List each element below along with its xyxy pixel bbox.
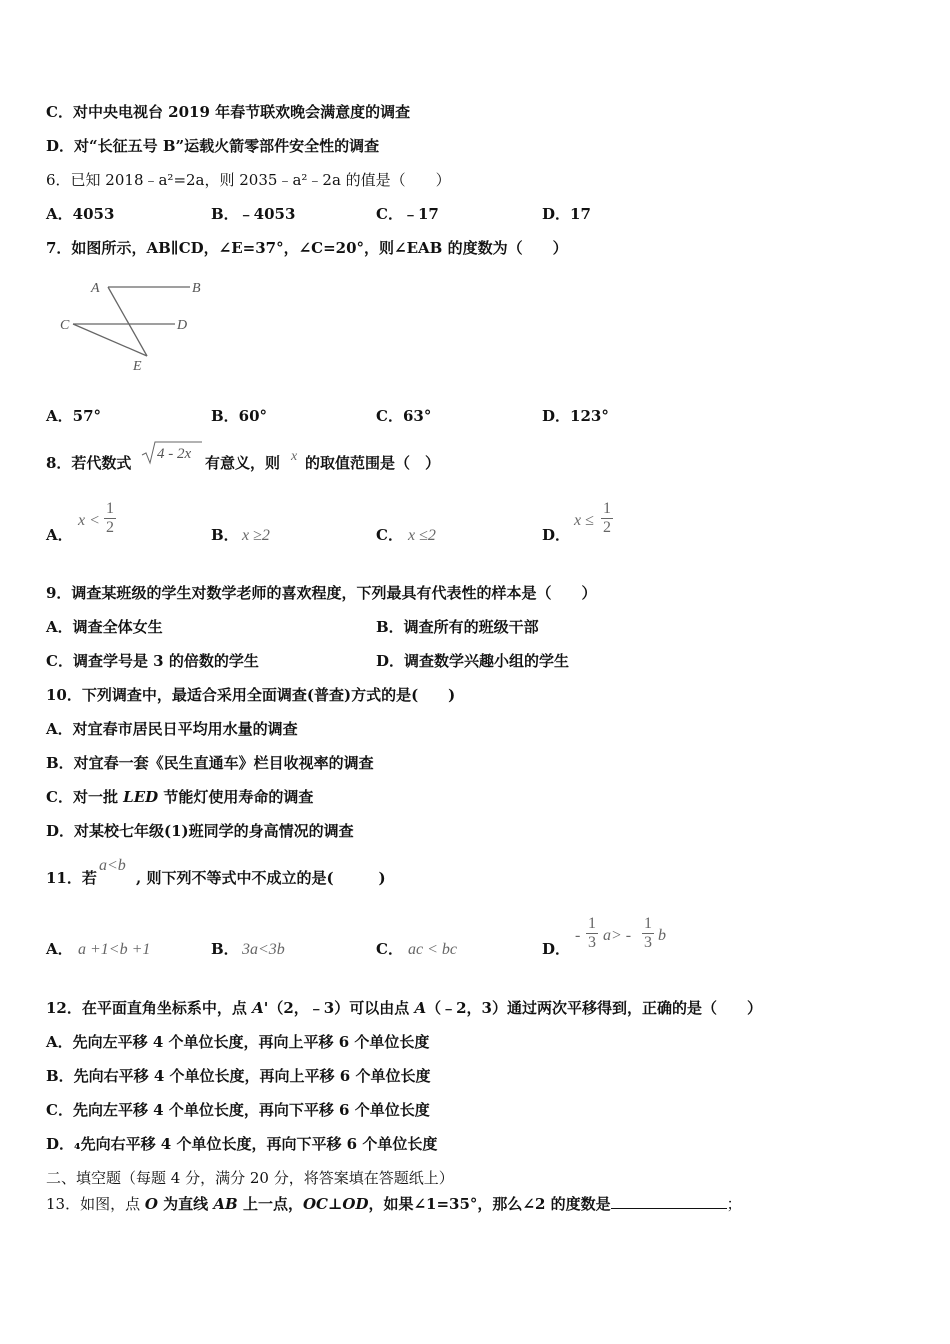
q13-stem (46, 1194, 742, 1214)
q5-option-d: D．对“长征五号 B”运载火箭零部件安全性的调查 (46, 137, 380, 155)
q11-option-a-expr: a +1<b +1 (78, 941, 151, 958)
fraction-numerator: 1 (588, 915, 596, 932)
q8-radicand: 4 - 2x (157, 446, 192, 462)
label-c: C (60, 318, 70, 333)
line-ae (108, 287, 147, 356)
q6-stem-text: 6．已知 2018﹣a²=2a，则 2035﹣a²﹣2a 的值是（ ） (46, 171, 451, 189)
q12-stem-pre: 12．在平面直角坐标系中，点 (46, 999, 253, 1017)
q11-option-d-fraction-1 (586, 915, 598, 952)
q8-radical (140, 440, 204, 466)
label-d: D (177, 318, 188, 333)
q11-option-d-minus: - (575, 927, 581, 944)
q11-option-a-label: A． (46, 940, 73, 958)
q9-stem: 9．调查某班级的学生对数学老师的喜欢程度，下列最具有代表性的样本是（ ） (46, 584, 597, 602)
q10-option-a: A．对宜春市居民日平均用水量的调查 (46, 720, 298, 738)
q8-option-b-expr: x ≥2 (242, 527, 270, 544)
q8-option-c-expr: x ≤2 (408, 527, 436, 544)
q8-option-b-label: B． (211, 526, 239, 544)
q13-end: ； (726, 1195, 742, 1213)
q6-option-d: D．17 (542, 205, 591, 223)
label-e: E (133, 359, 142, 374)
q6-option-b: B．﹣4053 (211, 205, 296, 223)
q7-stem: 7．如图所示，AB∥CD，∠E=37°，∠C=20°，则∠EAB 的度数为（ ） (46, 239, 568, 257)
q6-option-c: C．﹣17 (376, 205, 439, 223)
q7-option-b: B．60° (211, 407, 268, 425)
q11-option-d-fraction-2 (642, 915, 654, 952)
q8-stem-prefix: 8．若代数式 (46, 454, 132, 472)
fraction-numerator: 1 (644, 915, 652, 932)
q8-stem-mid: 有意义，则 (205, 454, 281, 472)
q10-option-d: D．对某校七年级(1)班同学的身高情况的调查 (46, 822, 354, 840)
q11-option-c-expr: ac < bc (408, 941, 457, 958)
q12-option-d: D．₄先向右平移 4 个单位长度，再向下平移 6 个单位长度 (46, 1135, 438, 1153)
fraction-denominator: 2 (106, 519, 114, 536)
fraction-denominator: 3 (644, 934, 652, 951)
label-b: B (192, 281, 201, 296)
q7-option-c: C．63° (376, 407, 432, 425)
fraction-denominator: 2 (603, 519, 611, 536)
q11-option-d-end: b (658, 927, 666, 944)
q13-mid2: 上一点， (237, 1195, 303, 1213)
q12-point-1: A' (252, 999, 269, 1017)
q5-option-c: C．对中央电视台 2019 年春节联欢晚会满意度的调查 (46, 103, 411, 121)
line-ce (73, 324, 147, 356)
q10-option-c (46, 787, 313, 807)
section-2-heading: 二、填空题（每题 4 分，满分 20 分，将答案填在答题纸上） (46, 1169, 454, 1187)
q10-option-c-em: LED (123, 788, 159, 806)
q7-option-d: D．123° (542, 407, 609, 425)
fraction-numerator: 1 (603, 500, 611, 517)
q8-option-a-lhs: x < (78, 512, 100, 529)
q12-stem-mid: （2，﹣3）可以由点 (268, 999, 415, 1017)
q11-option-d-mid: a> - (603, 927, 632, 944)
q9-option-c: C．调查学号是 3 的倍数的学生 (46, 652, 259, 670)
q11-stem-suffix: , 则下列不等式中不成立的是( ) (136, 869, 386, 887)
q11-option-b-label: B． (211, 940, 239, 958)
q8-option-c-label: C． (376, 526, 403, 544)
fraction-denominator: 3 (588, 934, 596, 951)
q10-option-c-pre: C．对一批 (46, 788, 124, 806)
q10-option-c-post: 节能灯使用寿命的调查 (158, 788, 314, 806)
fraction-numerator: 1 (106, 500, 114, 517)
q10-option-b: B．对宜春一套《民生直通车》栏目收视率的调查 (46, 754, 374, 772)
q12-option-b: B．先向右平移 4 个单位长度，再向上平移 6 个单位长度 (46, 1067, 431, 1085)
q12-option-a: A．先向左平移 4 个单位长度，再向上平移 6 个单位长度 (46, 1033, 430, 1051)
q8-option-d-label: D． (542, 526, 571, 544)
q9-option-a: A．调查全体女生 (46, 618, 163, 636)
q12-stem-post: （﹣2，3）通过两次平移得到，正确的是（ ） (426, 999, 762, 1017)
q13-line-ab: AB (213, 1195, 238, 1213)
q11-option-d-label: D． (542, 940, 571, 958)
q8-stem-suffix: 的取值范围是（ ） (305, 454, 441, 472)
q12-stem (46, 998, 762, 1018)
q11-option-c-label: C． (376, 940, 403, 958)
q13-mid3: ，如果∠1=35°，那么∠2 的度数是 (368, 1195, 611, 1213)
q11-stem-prefix: 11．若 (46, 869, 97, 887)
q13-oc: OC (302, 1195, 328, 1213)
q9-option-d: D．调查数学兴趣小组的学生 (376, 652, 570, 670)
q8-option-a-label: A． (46, 526, 73, 544)
label-a: A (91, 281, 100, 296)
q6-stem (46, 170, 451, 190)
q12-option-c: C．先向左平移 4 个单位长度，再向下平移 6 个单位长度 (46, 1101, 430, 1119)
q13-od: OD (342, 1195, 369, 1213)
q8-option-a-fraction (104, 500, 116, 537)
q13-pre: 13．如图，点 (46, 1195, 145, 1213)
q6-option-a: A．4053 (46, 205, 115, 223)
q11-option-b-expr: 3a<3b (242, 941, 285, 958)
q11-condition: a<b (99, 857, 126, 874)
q13-answer-blank[interactable] (611, 1194, 727, 1209)
q8-option-d-fraction (601, 500, 613, 537)
q8-option-d-lhs: x ≤ (574, 512, 594, 529)
q8-var: x (291, 449, 298, 464)
q7-figure (55, 272, 215, 377)
q10-stem: 10．下列调查中，最适合采用全面调查(普查)方式的是( ) (46, 686, 456, 704)
q12-point-2: A (414, 999, 427, 1017)
q9-option-b: B．调查所有的班级干部 (376, 618, 539, 636)
q13-mid1: 为直线 (157, 1195, 214, 1213)
q13-perp: ⊥ (327, 1195, 343, 1213)
q7-option-a: A．57° (46, 407, 102, 425)
q13-point-o: O (144, 1195, 158, 1213)
